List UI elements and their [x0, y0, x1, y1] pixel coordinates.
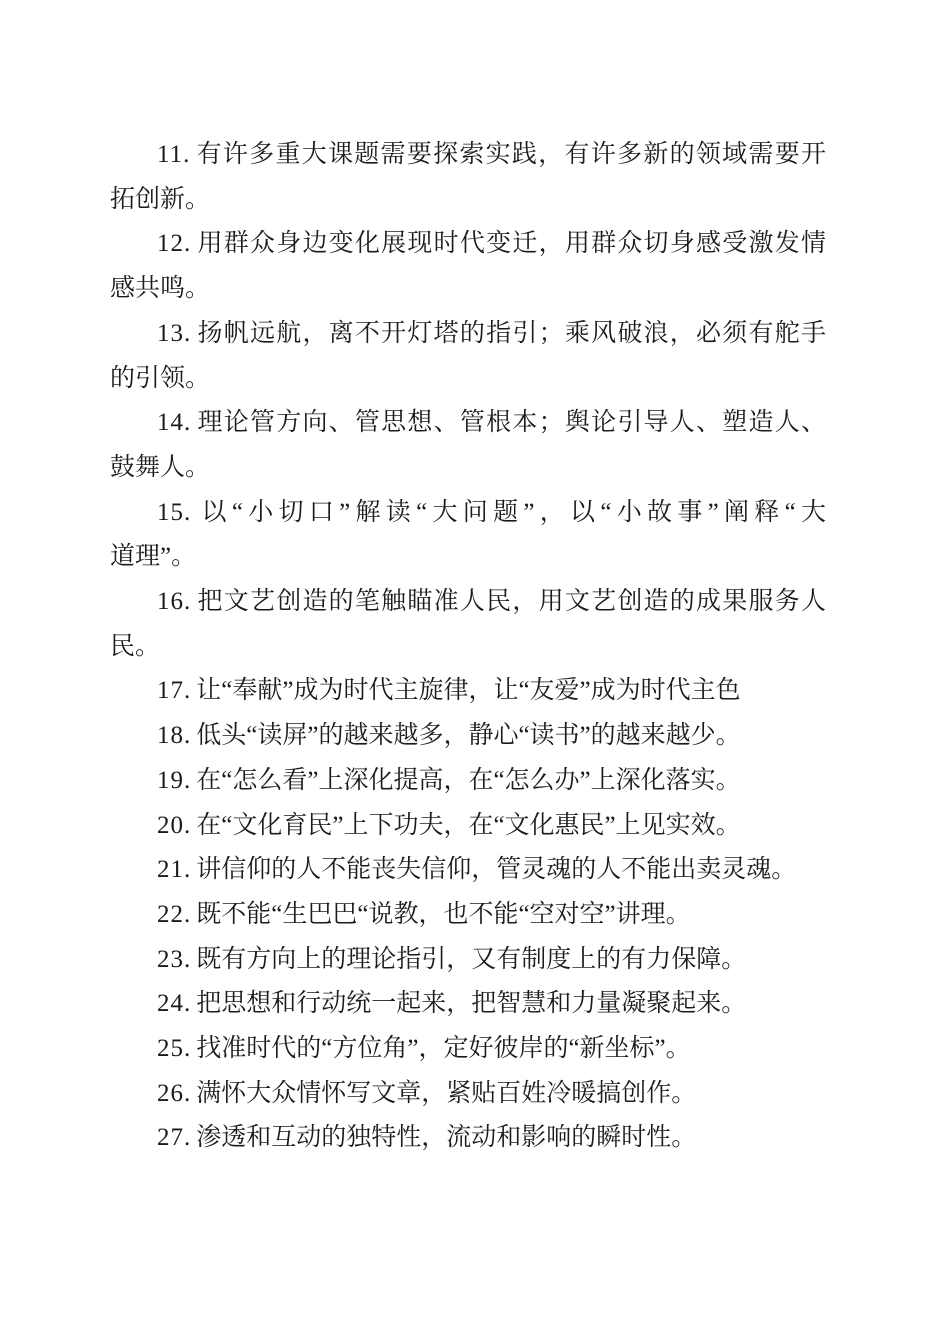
item-number: 16.: [157, 588, 192, 616]
paragraph-line: [110, 357, 826, 402]
paragraph-line: [110, 133, 826, 178]
item-text: 在“文化育民”上下功夫，在“文化惠民”上见实效。: [196, 811, 741, 839]
item-number: 23.: [157, 945, 192, 973]
list-item: [110, 1072, 826, 1117]
paragraph-line: [110, 312, 826, 357]
list-item: [110, 804, 826, 849]
item-text: 有许多重大课题需要探索实践，有许多新的领域需要开: [195, 141, 826, 168]
paragraph-line: [110, 1116, 826, 1161]
paragraph-line: [110, 222, 826, 267]
item-number: 24.: [157, 990, 192, 1018]
list-item: [110, 982, 826, 1027]
paragraph-line: [110, 1072, 826, 1117]
list-item: [110, 893, 826, 938]
item-text: 道理”。: [110, 543, 197, 571]
item-text: 拓创新。: [110, 185, 211, 213]
paragraph-line: [110, 938, 826, 983]
list-item: [110, 1116, 826, 1161]
list-item: [110, 312, 826, 401]
item-number: 14.: [157, 409, 192, 437]
item-number: 25.: [157, 1035, 192, 1063]
item-text: 以“小切口”解读“大问题”，以“小故事”阐释“大: [196, 498, 826, 526]
item-number: 20.: [157, 811, 192, 839]
item-text: 渗透和互动的独特性，流动和影响的瞬时性。: [196, 1124, 697, 1152]
list-item: [110, 222, 826, 311]
paragraph-line: [110, 446, 826, 491]
item-number: 22.: [157, 900, 192, 928]
item-number: 19.: [157, 766, 192, 794]
item-text: 低头“读屏”的越来越多，静心“读书”的越来越少。: [196, 722, 741, 750]
item-text: 满怀大众情怀写文章，紧贴百姓冷暖搞创作。: [196, 1079, 697, 1107]
item-text: 扬帆远航，离不开灯塔的指引；乘风破浪，必须有舵手: [196, 319, 826, 347]
item-text: 让“奉献”成为时代主旋律，让“友爱”成为时代主色: [196, 677, 741, 705]
list-item: [110, 1027, 826, 1072]
item-text: 用群众身边变化展现时代变迁，用群众切身感受激发情: [196, 230, 826, 258]
item-text: 民。: [110, 632, 161, 660]
item-number: 12.: [157, 230, 192, 258]
item-text: 的引领。: [110, 364, 211, 392]
paragraph-line: [110, 491, 826, 536]
list-item: [110, 938, 826, 983]
paragraph-line: [110, 759, 826, 804]
list-item: [110, 848, 826, 893]
item-text: 既有方向上的理论指引，又有制度上的有力保障。: [196, 945, 747, 973]
list-item: [110, 759, 826, 804]
item-number: 13.: [157, 319, 192, 347]
paragraph-line: [110, 401, 826, 446]
item-text: 讲信仰的人不能丧失信仰，管灵魂的人不能出卖灵魂。: [196, 856, 797, 884]
paragraph-line: [110, 982, 826, 1027]
paragraph-line: [110, 625, 826, 670]
list-item: [110, 714, 826, 759]
item-text: 把思想和行动统一起来，把智慧和力量凝聚起来。: [196, 990, 747, 1018]
paragraph-line: [110, 669, 826, 714]
list-item: [110, 401, 826, 490]
paragraph-line: [110, 580, 826, 625]
item-number: 11.: [157, 141, 191, 168]
paragraph-line: [110, 267, 826, 312]
item-text: 在“怎么看”上深化提高，在“怎么办”上深化落实。: [196, 766, 741, 794]
paragraph-line: [110, 848, 826, 893]
paragraph-line: [110, 893, 826, 938]
list-item: [110, 669, 826, 714]
item-text: 感共鸣。: [110, 275, 211, 303]
list-item: [110, 491, 826, 580]
item-number: 15.: [157, 498, 192, 526]
item-number: 21.: [157, 856, 192, 884]
item-number: 27.: [157, 1124, 192, 1152]
paragraph-line: [110, 1027, 826, 1072]
list-item: [110, 133, 826, 222]
item-number: 17.: [157, 677, 192, 705]
item-text: 既不能“生巴巴“说教，也不能“空对空”讲理。: [196, 900, 691, 928]
paragraph-line: [110, 535, 826, 580]
item-number: 18.: [157, 722, 192, 750]
document-body: [110, 133, 826, 1161]
item-text: 理论管方向、管思想、管根本；舆论引导人、塑造人、: [196, 409, 826, 437]
list-item: [110, 580, 826, 669]
paragraph-line: [110, 178, 826, 223]
paragraph-line: [110, 804, 826, 849]
item-text: 鼓舞人。: [110, 453, 211, 481]
item-number: 26.: [157, 1079, 192, 1107]
item-text: 找准时代的“方位角”，定好彼岸的“新坐标”。: [196, 1035, 691, 1063]
item-text: 把文艺创造的笔触瞄准人民，用文艺创造的成果服务人: [196, 588, 826, 616]
paragraph-line: [110, 714, 826, 759]
